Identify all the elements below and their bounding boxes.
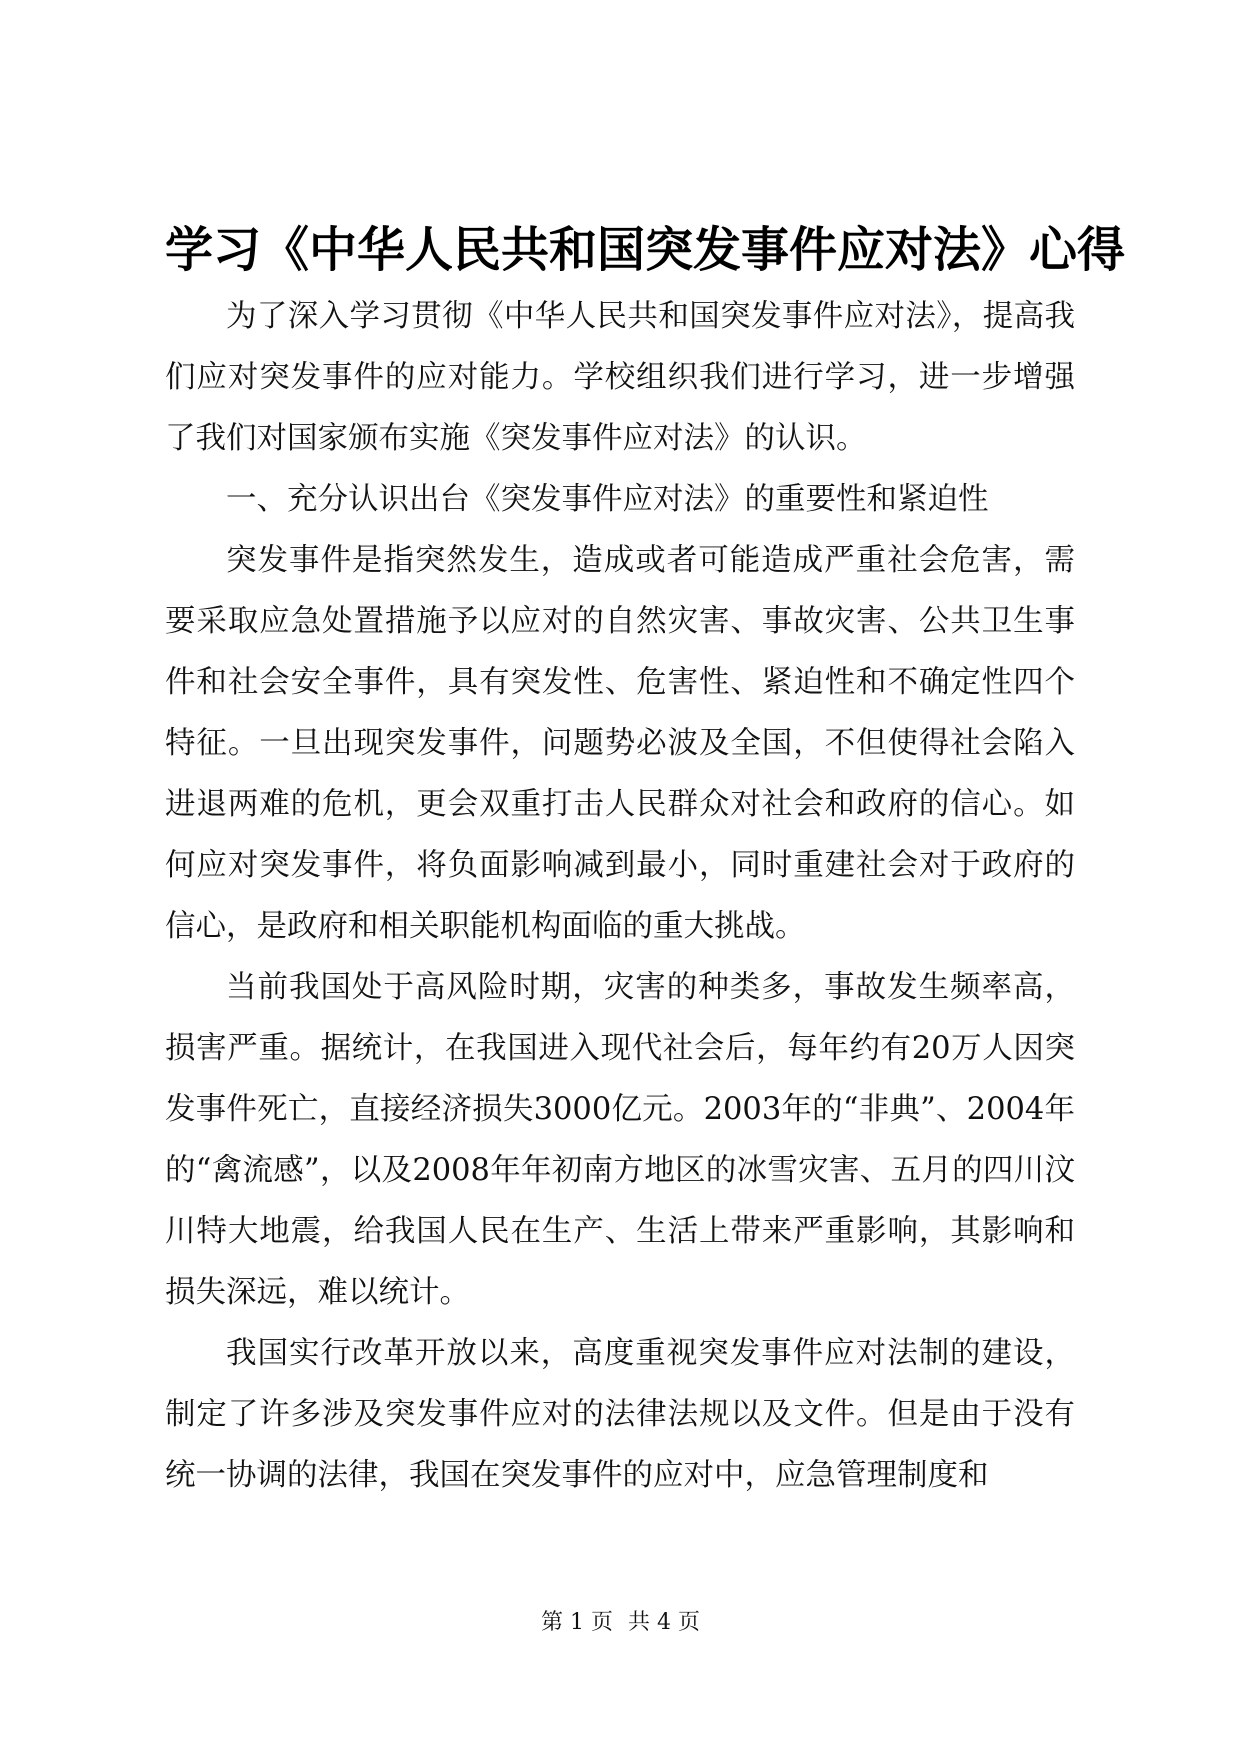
paragraph-intro: 为了深入学习贯彻《中华人民共和国突发事件应对法》，提高我们应对突发事件的应对能力。学校组织我们进行学习，进一步增强了我们对国家颁布实施《突发事件应对法》的认识。 xyxy=(165,299,1075,456)
paragraph-risk-period: 当前我国处于高风险时期，灾害的种类多，事故发生频率高，损害严重。据统计，在我国进入现代社会后，每年约有20万人因突发事件死亡，直接经济损失3000亿元。2003年的“非典”、2004年的“禽流感”，以及2008年年初南方地区的冰雪灾害、五月的四川汶川特大地震，给我国人民在生产、生活上带来严重影响，其影响和损失深远，难以统计。 xyxy=(165,970,1075,1310)
page-total: 共 4 页 xyxy=(628,1610,700,1635)
document-body xyxy=(165,286,1075,1506)
paragraph-legal-system: 我国实行改革开放以来，高度重视突发事件应对法制的建设，制定了许多涉及突发事件应对的法律法规以及文件。但是由于没有统一协调的法律，我国在突发事件的应对中，应急管理制度和 xyxy=(165,1336,1075,1493)
page-number: 第 1 页 xyxy=(541,1610,613,1635)
page-footer xyxy=(0,1608,1241,1638)
document-title: 学习《中华人民共和国突发事件应对法》心得 xyxy=(165,222,1126,278)
paragraph-definition: 突发事件是指突然发生，造成或者可能造成严重社会危害，需要采取应急处置措施予以应对的自然灾害、事故灾害、公共卫生事件和社会安全事件，具有突发性、危害性、紧迫性和不确定性四个特征。一旦出现突发事件，问题势必波及全国，不但使得社会陷入进退两难的危机，更会双重打击人民群众对社会和政府的信心。如何应对突发事件，将负面影响减到最小，同时重建社会对于政府的信心，是政府和相关职能机构面临的重大挑战。 xyxy=(165,543,1075,944)
section-heading-1: 一、充分认识出台《突发事件应对法》的重要性和紧迫性 xyxy=(226,482,989,517)
